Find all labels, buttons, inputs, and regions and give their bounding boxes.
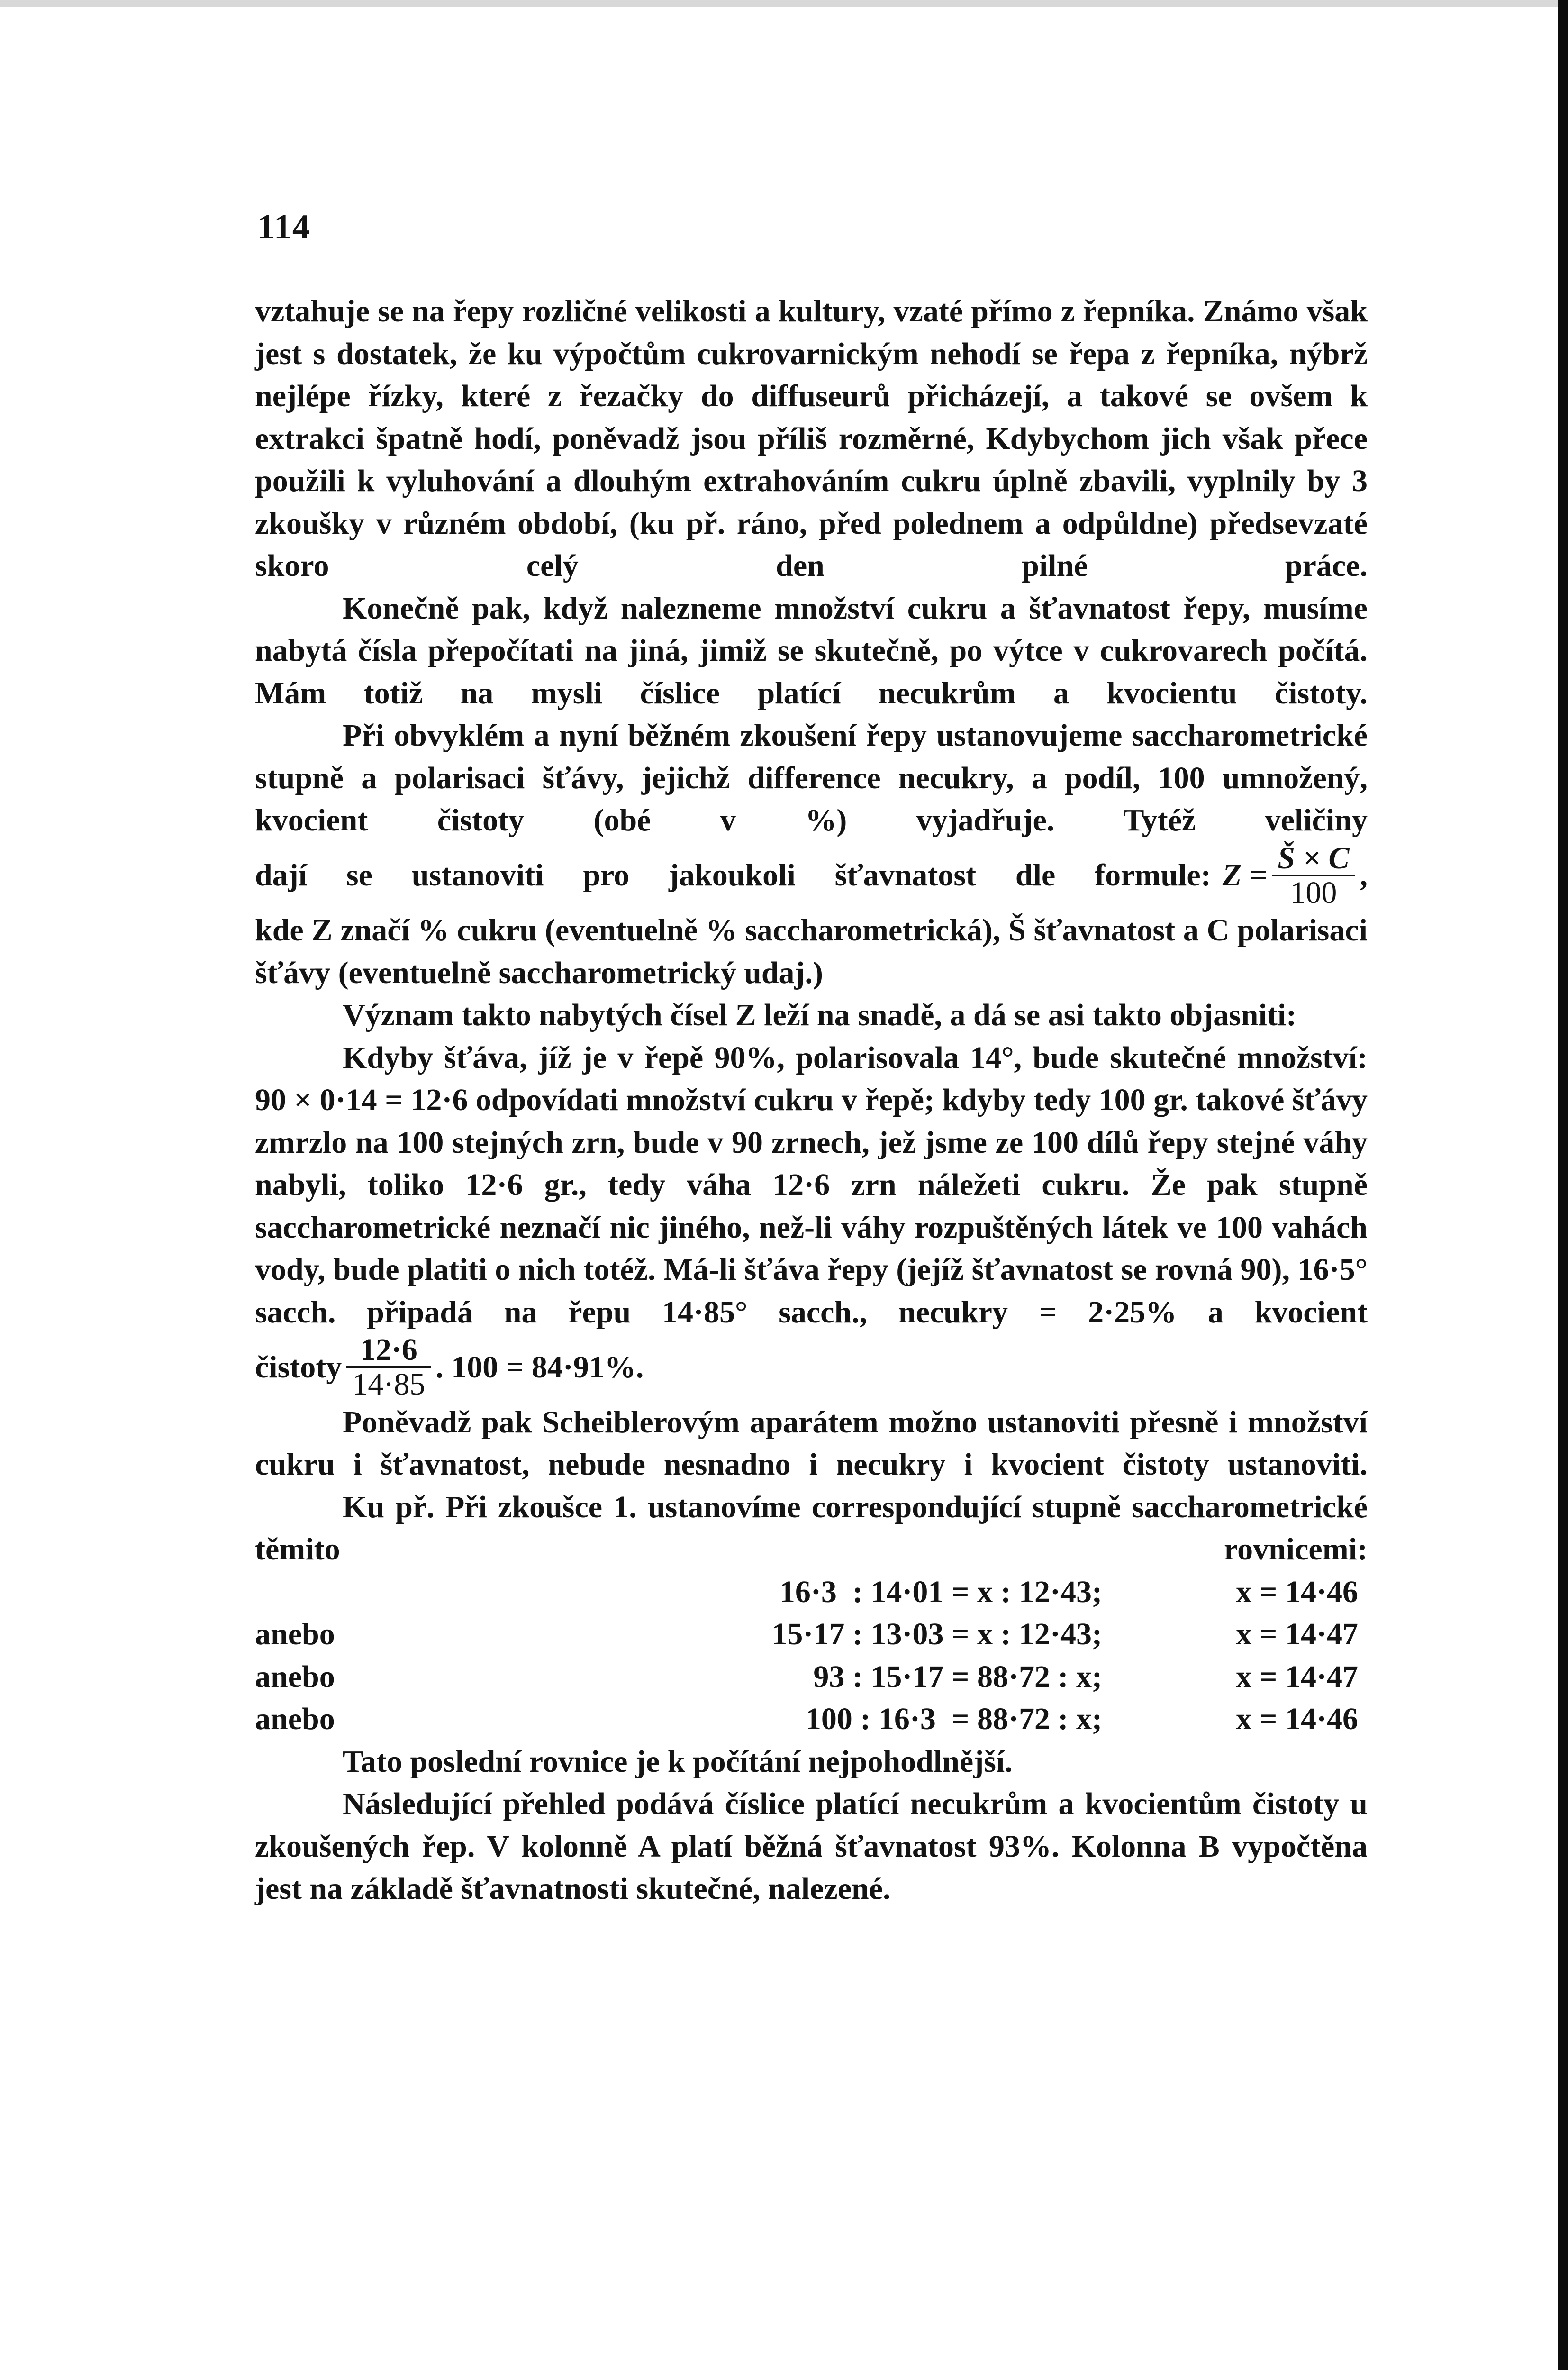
equation-row — [255, 1613, 1368, 1656]
formula-z-fraction — [1272, 842, 1355, 910]
formula-line-cistoty — [255, 1333, 1368, 1401]
equation-label: anebo — [255, 1617, 335, 1652]
equation-label: anebo — [255, 1702, 335, 1737]
formula-cistoty-tail: . 100 = 84·91%. — [435, 1349, 644, 1385]
page-number: 114 — [257, 208, 311, 246]
equation-row — [255, 1656, 1368, 1698]
formula-cistoty-numerator: 12·6 — [346, 1333, 431, 1368]
page-body — [255, 290, 1368, 1910]
paragraph-6: Poněvadž pak Scheiblerovým aparátem možno ustanoviti přesně i množství cukru i šťavnatost, nebude nesnadno i necukry i kvocient čistoty ustanoviti. — [255, 1404, 1368, 1482]
equation-row — [255, 1571, 1368, 1613]
formula-cistoty-lead: čistoty — [255, 1349, 342, 1385]
equation-result: x = 14·46 — [1236, 1574, 1358, 1609]
formula-cistoty-fraction — [346, 1333, 431, 1401]
formula-z-tail: , — [1360, 858, 1368, 893]
paragraph-5: Kdyby šťáva, jíž je v řepě 90%, polarisovala 14°, bude skutečné množství: 90 × 0·14 = 12·6 odpovídati množství cukru v řepě; kdyby tedy 100 gr. takové šťávy zmrzlo na 100 stejných zrn, bude v 90 zrnech, jež jsme ze 100 dílů řepy stejné váhy nabyli, toliko 12·6 gr., tedy váha 12·6 zrn náležeti cukru. Že pak stupně saccharometrické neznačí nic jiného, než-li váhy rozpuštěných látek ve 100 vahách vody, bude platiti o nich totéž. Má-li šťáva řepy (jejíž šťavnatost se rovná 90), 16·5° sacch. připadá na řepu 14·85° sacch., necukry = 2·25% a kvocient — [255, 1040, 1368, 1330]
equation-expression: 93 : 15·17 = 88·72 : x; — [813, 1659, 1102, 1694]
equation-label: anebo — [255, 1659, 335, 1694]
formula-z-denominator: 100 — [1290, 875, 1337, 910]
paragraph-2: Konečně pak, když nalezneme množství cukru a šťavnatost řepy, musíme nabytá čísla přepočítati na jiná, jimiž se skutečně, po výtce v cukrovarech počítá. Mám totiž na mysli číslice platící necukrům a kvocientu čistoty. — [255, 591, 1368, 711]
equation-list — [255, 1571, 1368, 1741]
equation-expression: 15·17 : 13·03 = x : 12·43; — [771, 1617, 1102, 1652]
paragraph-7: Ku př. Při zkoušce 1. ustanovíme correspondující stupně saccharometrické těmito rovnicemi: — [255, 1489, 1368, 1567]
paragraph-4: Význam takto nabytých čísel Z leží na snadě, a dá se asi takto objasniti: — [343, 998, 1297, 1033]
formula-cistoty-denominator: 14·85 — [352, 1367, 426, 1402]
paragraph-3: Při obvyklém a nyní běžném zkoušení řepy ustanovujeme saccharometrické stupně a polarisaci šťávy, jejichž difference necukry, a podíl, 100 umnožený, kvocient čistoty (obé v %) vyjadřuje. Tytéž veličiny — [255, 718, 1368, 838]
equation-row — [255, 1698, 1368, 1741]
paragraph-8: Tato poslední rovnice je k počítání nejpohodlnější. — [343, 1744, 1013, 1779]
formula-z-lhs: Z = — [1222, 858, 1268, 893]
equation-result: x = 14·47 — [1236, 1659, 1358, 1694]
paragraph-1: vztahuje se na řepy rozličné velikosti a kultury, vzaté přímo z řepníka. Známo však jest s dostatek, že ku výpočtům cukrovarnickým nehodí se řepa z řepníka, nýbrž nejlépe řízky, které z řezačky do diffuseurů přicházejí, a takové se ovšem k extrakci špatně hodí, poněvadž jsou příliš rozměrné, Kdybychom jich však přece použili k vyluhování a dlouhým extrahováním cukru úplně zbavili, vyplnily by 3 zkoušky v různém období, (ku př. ráno, před polednem a odpůldne) předsevzaté skoro celý den pilné práce. — [255, 294, 1368, 583]
formula-line-z — [255, 842, 1368, 910]
equation-result: x = 14·46 — [1236, 1702, 1358, 1737]
paragraph-3-continued: kde Z značí % cukru (eventuelně % saccharometrická), Š šťavnatost a C polarisaci šťávy (eventuelně saccharometrický udaj.) — [255, 913, 1368, 990]
equation-expression: 16·3 : 14·01 = x : 12·43; — [779, 1574, 1102, 1609]
equation-expression: 100 : 16·3 = 88·72 : x; — [805, 1702, 1102, 1737]
formula-z-lead: dají se ustanoviti pro jakoukoli šťavnatost dle formule: — [255, 858, 1211, 893]
equation-result: x = 14·47 — [1236, 1617, 1358, 1652]
paragraph-9: Následující přehled podává číslice platící necukrům a kvocientům čistoty u zkoušených řep. V kolonně A platí běžná šťavnatost 93%. Kolonna B vypočtěna jest na základě šťavnatnosti skutečné, nalezené. — [255, 1787, 1368, 1906]
scan-top-shadow — [0, 0, 1568, 7]
formula-z-numerator: Š × C — [1272, 842, 1355, 876]
scan-right-edge — [1558, 0, 1568, 2370]
